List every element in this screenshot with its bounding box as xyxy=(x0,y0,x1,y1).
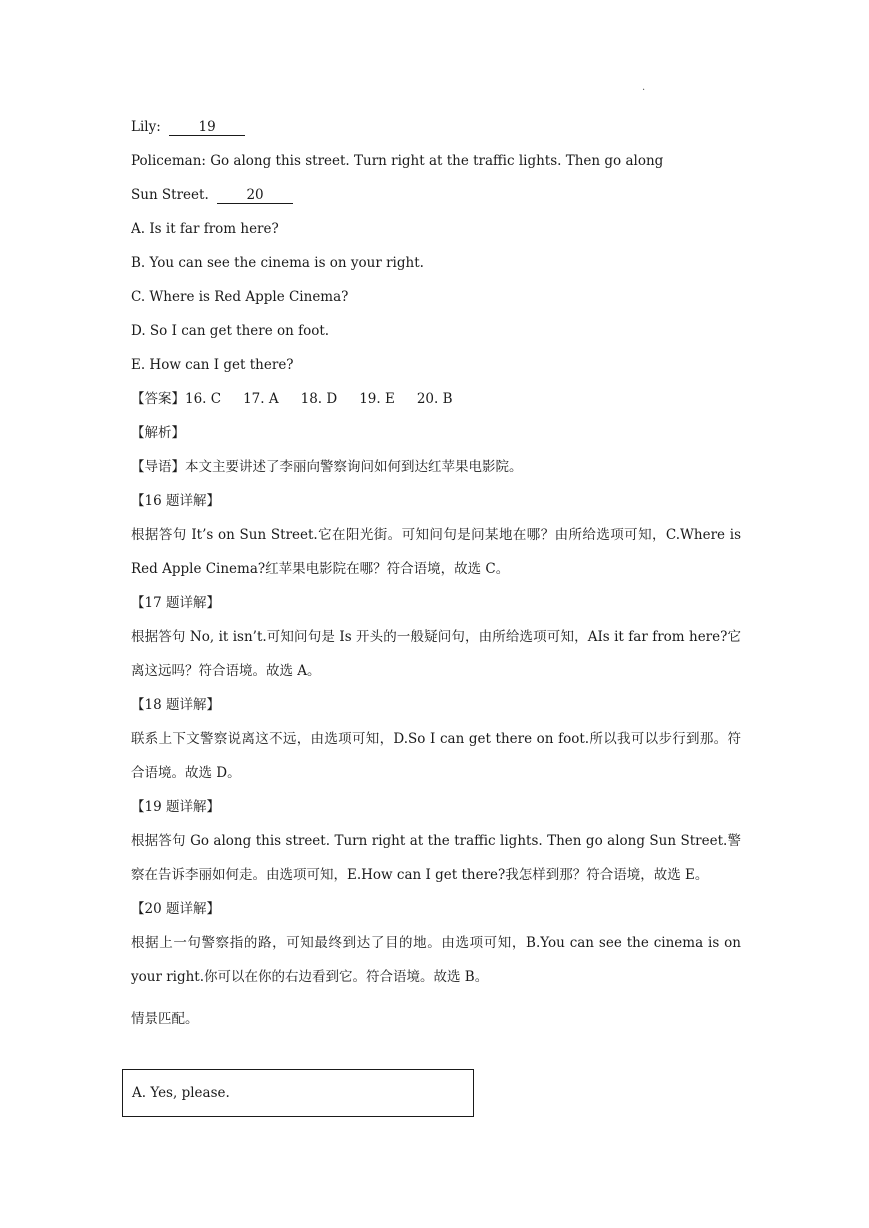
detail-heading-18: 【18 题详解】 xyxy=(131,697,220,713)
header-dot: . xyxy=(642,82,646,93)
detail-heading-20: 【20 题详解】 xyxy=(131,901,220,917)
blank-19: 19 xyxy=(169,119,245,136)
detail-heading-19: 【19 题详解】 xyxy=(131,799,220,815)
option-e: E. How can I get there? xyxy=(131,357,294,373)
detail-heading-17: 【17 题详解】 xyxy=(131,595,220,611)
dialogue-line-policeman-cont xyxy=(131,178,741,212)
answer-line xyxy=(131,382,741,416)
detail-text-20: 根据上一句警察指的路，可知最终到达了目的地。由选项可知，B.You can see the cinema is on your right.你可以在你的右边看到它。符合语境。故选 B。 xyxy=(131,935,741,985)
answer-item: 20. B xyxy=(416,391,453,407)
answer-item: 17. A xyxy=(243,391,279,407)
section-title: 情景匹配。 xyxy=(131,1011,199,1027)
detail-text-19: 根据答句 Go along this street. Turn right at the traffic lights. Then go along Sun Street.警察在告诉李丽如何走。由选项可知，E.How can I get there?我怎样到那？符合语境，故选 E。 xyxy=(131,833,741,883)
blank-20: 20 xyxy=(217,187,293,204)
dialogue-line-policeman: Policeman: Go along this street. Turn right at the traffic lights. Then go along xyxy=(131,153,664,169)
option-b: B. You can see the cinema is on your right. xyxy=(131,255,424,271)
detail-text-17: 根据答句 No, it isn’t.可知问句是 Is 开头的一般疑问句，由所给选项可知，AIs it far from here?它离这远吗？符合语境。故选 A。 xyxy=(131,629,741,679)
detail-text-16: 根据答句 It’s on Sun Street.它在阳光街。可知问句是问某地在哪？由所给选项可知，C.Where is Red Apple Cinema?红苹果电影院在哪？符合语境，故选 C。 xyxy=(131,527,741,577)
option-c: C. Where is Red Apple Cinema? xyxy=(131,289,349,305)
answer-item: 18. D xyxy=(300,391,338,407)
option-d: D. So I can get there on foot. xyxy=(131,323,330,339)
box-option-a: A. Yes, please. xyxy=(132,1085,230,1101)
answer-item: 19. E xyxy=(359,391,395,407)
answer-item: 16. C xyxy=(185,391,222,407)
option-a: A. Is it far from here? xyxy=(131,221,279,237)
guide-text: 【导语】本文主要讲述了李丽向警察询问如何到达红苹果电影院。 xyxy=(131,459,523,475)
dialogue-text: Sun Street. xyxy=(131,187,209,203)
answer-label: 【答案】 xyxy=(131,391,185,407)
document-content xyxy=(131,110,741,1036)
detail-text-18: 联系上下文警察说离这不远，由选项可知，D.So I can get there on foot.所以我可以步行到那。符合语境。故选 D。 xyxy=(131,731,741,781)
detail-heading-16: 【16 题详解】 xyxy=(131,493,220,509)
option-box xyxy=(122,1069,474,1117)
dialogue-line-lily xyxy=(131,110,741,144)
speaker-lily: Lily: xyxy=(131,119,161,135)
analysis-heading: 【解析】 xyxy=(131,425,185,441)
